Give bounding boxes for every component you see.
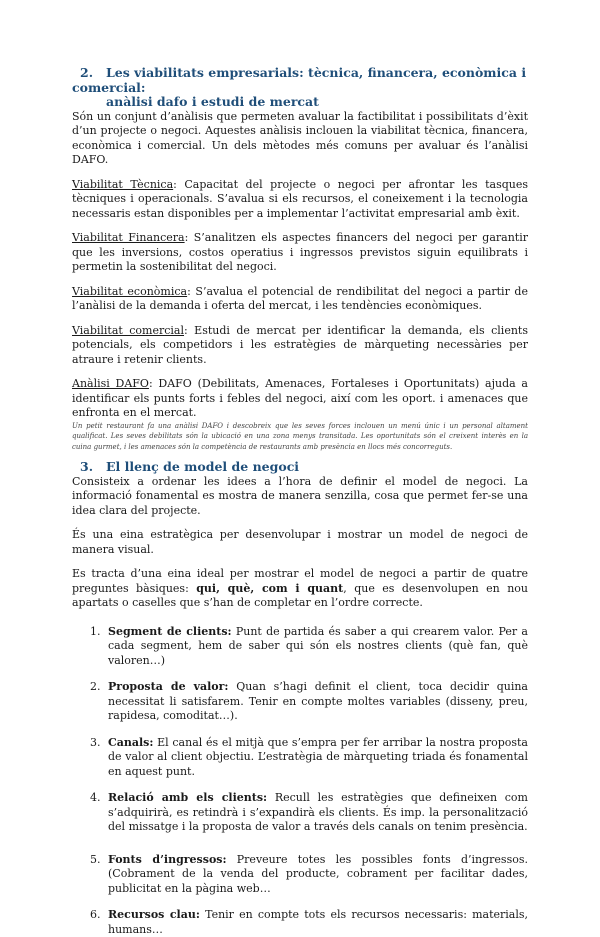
list-item — [72, 680, 528, 724]
list-item-number: 1. — [90, 625, 101, 640]
canvas-blocks-list — [72, 625, 528, 937]
analisi-dafo-term: Anàlisi DAFO — [72, 377, 149, 390]
viabilitat-economica-term: Viabilitat econòmica — [72, 285, 187, 298]
list-item-text: Tenir en compte tots els recursos necessaris: materials, humans… — [108, 908, 528, 936]
section-2-title-line2: anàlisi dafo i estudi de mercat — [72, 95, 528, 110]
document-page — [72, 66, 528, 937]
section-2-intro: Són un conjunt d’anàlisis que permeten avaluar la factibilitat i possibilitats d’èxit d’un projecte o negoci. Aquestes anàlisis inclouen la viabilitat tècnica, financera, econòmica i comercial. Un dels mètodes més comuns per avaluar és l’anàlisi DAFO. — [72, 110, 528, 168]
section-3-key-questions: qui, què, com i quant — [196, 582, 343, 595]
section-3-paragraph-3-end: , que es desenvolupen en nou apartats o caselles que s’han de completar en l’ordre correcte. — [72, 582, 528, 610]
viabilitat-tecnica-paragraph — [72, 178, 528, 222]
viabilitat-economica-paragraph — [72, 285, 528, 314]
viabilitat-tecnica-text: : Capacitat del projecte o negoci per afrontar les tasques tècniques i operacionals. S’avalua si els recursos, el coneixement i la tecnologia necessaris estan disponibles per a implementar l’activitat empresarial amb èxit. — [72, 178, 528, 220]
viabilitat-comercial-term: Viabilitat comercial — [72, 324, 184, 337]
viabilitat-tecnica-term: Viabilitat Tècnica — [72, 178, 173, 191]
list-item-label: Recursos clau: — [108, 908, 200, 921]
list-item-label: Proposta de valor: — [108, 680, 229, 693]
section-3-title: El llenç de model de negoci — [106, 459, 299, 474]
list-item — [72, 853, 528, 897]
section-2-number: 2. — [72, 66, 106, 81]
viabilitat-financera-text: : S’analitzen els aspectes financers del negoci per garantir que les inversions, costos operatius i ingressos previstos siguin equilibrats i permetin la sostenibilitat del negoci. — [72, 231, 528, 273]
viabilitat-comercial-paragraph — [72, 324, 528, 368]
list-item-text: Quan s’hagi definit el client, toca decidir quina necessitat li satisfarem. Tenir en compte moltes variables (disseny, preu, rapidesa, comoditat…). — [108, 680, 528, 722]
list-item-label: Canals: — [108, 736, 153, 749]
list-item-number: 5. — [90, 853, 101, 868]
list-item-text: El canal és el mitjà que s’empra per fer arribar la nostra proposta de valor al client objectiu. L’estratègia de màrqueting triada és fonamental en aquest punt. — [108, 736, 528, 778]
section-2-title-line1: Les viabilitats empresarials: tècnica, financera, econòmica i comercial: — [72, 65, 526, 95]
list-item-text: Recull les estratègies que defineixen com s’adquirirà, es retindrà i s’expandirà els clients. És imp. la personalització del missatge i la proposta de valor a través dels canals on tenim presència. — [108, 791, 528, 833]
section-3-paragraph-1: Consisteix a ordenar les idees a l’hora de definir el model de negoci. La informació fonamental es mostra de manera senzilla, cosa que permet fer-se una idea clara del projecte. — [72, 475, 528, 519]
list-item — [72, 908, 528, 937]
section-2-heading — [72, 66, 528, 95]
viabilitat-financera-term: Viabilitat Financera — [72, 231, 185, 244]
list-item — [72, 625, 528, 669]
list-item-label: Segment de clients: — [108, 625, 232, 638]
list-item-number: 6. — [90, 908, 101, 923]
list-item — [72, 736, 528, 780]
list-item — [72, 791, 528, 835]
section-3-number: 3. — [72, 460, 106, 475]
analisi-dafo-text: : DAFO (Debilitats, Amenaces, Fortaleses i Oportunitats) ajuda a identificar els punts forts i febles del negoci, així com les oport. i amenaces que enfronta en el mercat. — [72, 377, 528, 419]
section-3-paragraph-3 — [72, 567, 528, 611]
section-3-paragraph-2: És una eina estratègica per desenvolupar i mostrar un model de negoci de manera visual. — [72, 528, 528, 557]
list-item-number: 3. — [90, 736, 101, 751]
list-item-text: Preveure totes les possibles fonts d’ingressos. (Cobrament de la venda del producte, cobrament per facilitar dades, publicitat en la pàgina web… — [108, 853, 528, 895]
list-item-number: 4. — [90, 791, 101, 806]
analisi-dafo-paragraph — [72, 377, 528, 421]
list-item-text: Punt de partida és saber a qui crearem valor. Per a cada segment, hem de saber qui són els nostres clients (què fan, què valoren…) — [108, 625, 528, 667]
list-item-label: Relació amb els clients: — [108, 791, 267, 804]
viabilitat-economica-text: : S’avalua el potencial de rendibilitat del negoci a partir de l’anàlisi de la demanda i oferta del mercat, i les tendències econòmiques. — [72, 285, 528, 313]
viabilitat-financera-paragraph — [72, 231, 528, 275]
list-item-label: Fonts d’ingressos: — [108, 853, 227, 866]
list-item-number: 2. — [90, 680, 101, 695]
section-3-heading — [72, 460, 528, 475]
section-3-paragraph-3-start: Es tracta d’una eina ideal per mostrar el model de negoci a partir de quatre preguntes bàsiques: — [72, 567, 528, 595]
dafo-example-note: Un petit restaurant fa una anàlisi DAFO i descobreix que les seves forces inclouen un menú únic i un personal altament qualificat. Les seves debilitats són la ubicació en una zona menys transitada. Les oportunitats són el creixent interès en la cuina gurmet, i les amenaces són la competència de restaurants amb presència en llocs més concorreguts. — [72, 421, 528, 453]
viabilitat-comercial-text: : Estudi de mercat per identificar la demanda, els clients potencials, els competidors i les estratègies de màrqueting necessàries per atraure i retenir clients. — [72, 324, 528, 366]
